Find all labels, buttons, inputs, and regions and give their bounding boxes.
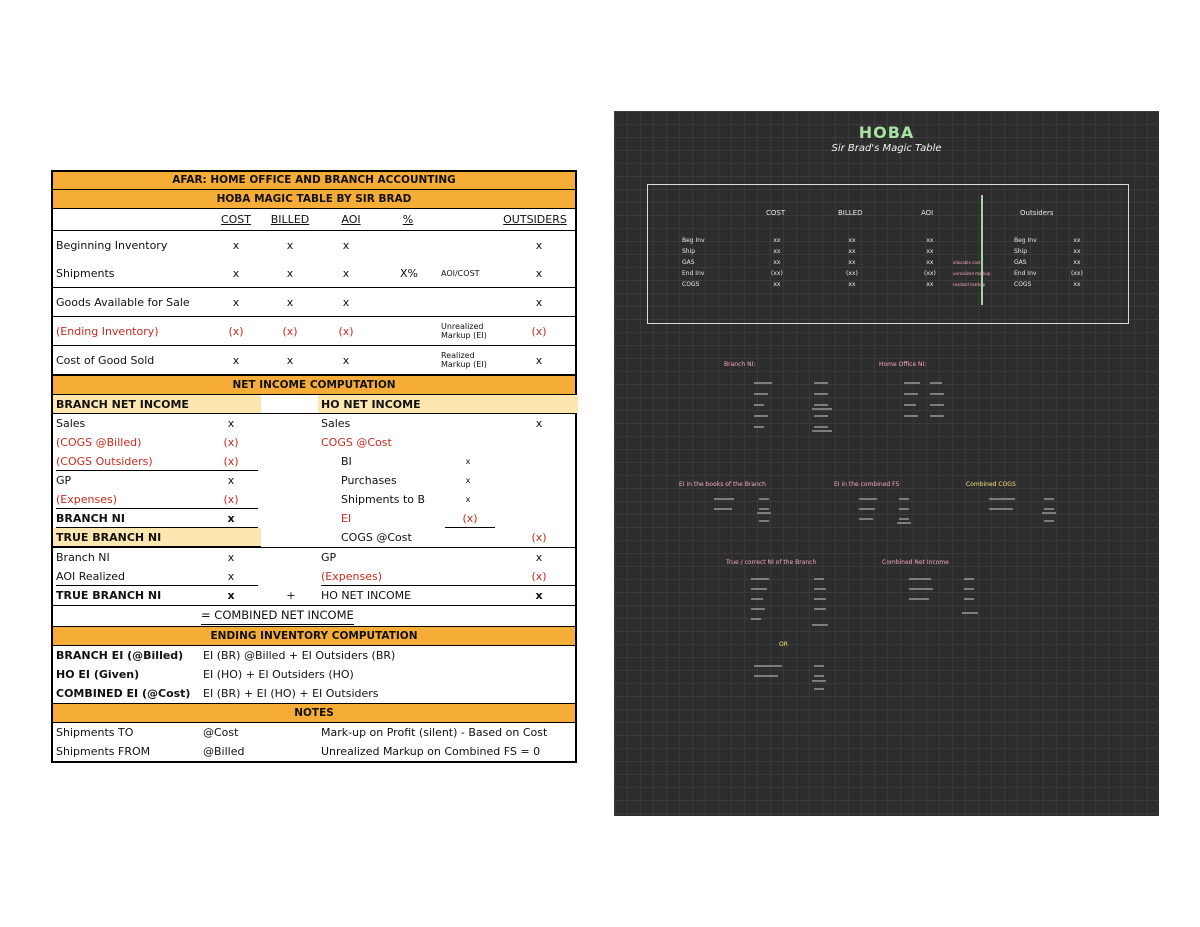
net-income-title: NET INCOME COMPUTATION [51,375,577,395]
true-branch-header: TRUE BRANCH NI COGS @Cost (x) [53,528,575,547]
board-ho-ni: Home Office NI: [879,361,927,368]
board-outs-vals: xx xx xx (xx) xx [1071,237,1083,288]
board-true-branch-ni: True / correct NI of the Branch [726,559,817,566]
board-magic-table: COST BILLED AOI Outsiders Beg Inv Ship GAS End Inv COGS xx xx xx (xx) xx xx xx xx (xx) xx xx xx xx (xx) xx allocable cost unrealized markup realized markup Beg Inv Ship GAS End Inv COGS xx xx xx (xx) xx [647,184,1129,324]
table-title: AFAR: HOME OFFICE AND BRANCH ACCOUNTING [51,170,577,190]
table-row: (COGS Outsiders) (x) BI x [53,452,575,471]
notes-title: NOTES [51,704,577,723]
table-row: (COGS @Billed) (x) COGS @Cost [56,436,392,449]
board-scribbles [614,111,1159,816]
table-row: HO EI (Given) EI (HO) + EI Outsiders (HO) [56,668,354,681]
col-pct: % [402,213,414,226]
board-ei-branch: EI in the books of the Branch [679,481,766,488]
col-outsiders: OUTSIDERS [503,213,567,226]
board-row-labels: Beg Inv Ship GAS End Inv COGS [682,237,705,288]
table-row: AOI Realized x (Expenses) (x) [53,567,575,586]
col-cost: COST [220,213,252,226]
table-row: Shipments TO @Cost Mark-up on Profit (silent) - Based on Cost [56,726,548,739]
board-title: HOBA [858,123,915,142]
table-row: Goods Available for Sale x x x x [56,295,543,309]
table-row: TRUE BRANCH NI x + HO NET INCOME x [53,586,575,606]
table-row: Branch NI x GP x [53,547,575,567]
table-row: Sales x Sales x [56,417,543,430]
table-subtitle: HOBA MAGIC TABLE BY SIR BRAD [51,190,577,209]
board-ei-combined: EI in the combined FS [834,481,900,488]
ni-header-row: BRANCH NET INCOME HO NET INCOME [53,395,575,414]
ei-title: ENDING INVENTORY COMPUTATION [51,627,577,646]
board-billed-vals: xx xx xx (xx) xx [846,237,858,288]
table-row: Cost of Good Sold x x x Realized Markup (EI) x [53,346,575,375]
board-or: OR [779,641,788,648]
table-row: BRANCH NI x EI (x) [53,509,575,528]
table-row: COMBINED EI (@Cost) EI (BR) + EI (HO) + EI Outsiders [53,684,575,704]
board-aoi-vals: xx xx xx (xx) xx [924,237,936,288]
table-row: GP x Purchases x [56,474,471,487]
combined-net-income-row: = COMBINED NET INCOME [53,606,575,627]
table-row: Shipments x x x X% AOI/COST x [53,259,575,288]
col-aoi: AOI [341,213,361,226]
column-header-row [53,209,575,231]
table-row: Beginning Inventory x x x x [56,238,543,252]
board-outs-labels: Beg Inv Ship GAS End Inv COGS [1014,237,1037,288]
table-row: Shipments FROM @Billed Unrealized Markup on Combined FS = 0 [56,745,541,758]
col-billed: BILLED [270,213,310,226]
table-row: BRANCH EI (@Billed) EI (BR) @Billed + EI Outsiders (BR) [56,649,396,662]
hoba-whiteboard [614,111,1159,816]
board-cost-vals: xx xx xx (xx) xx [771,237,783,288]
board-combined-cogs: Combined COGS [966,481,1016,488]
board-branch-ni: Branch NI: [724,361,756,368]
board-aoi-notes: allocable cost unrealized markup realized markup [953,260,991,287]
board-combined-ni: Combined Net Income [882,559,949,566]
board-subtitle: Sir Brad's Magic Table [831,143,942,154]
table-row: (Expenses) (x) Shipments to B x [53,490,575,509]
table-row: (Ending Inventory) (x) (x) (x) Unrealized Markup (EI) (x) [53,316,575,346]
hoba-magic-table [51,170,577,763]
